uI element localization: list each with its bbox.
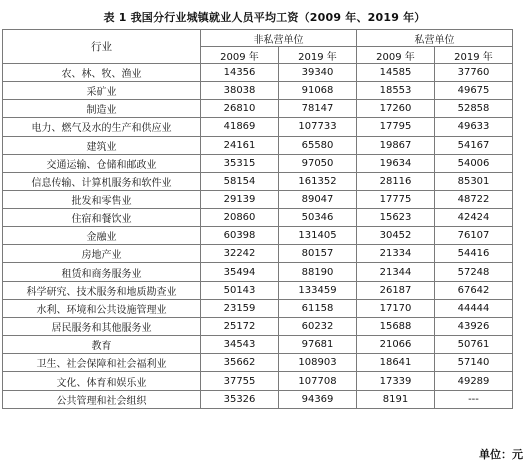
industry-cell: 金融业	[3, 227, 201, 245]
industry-cell: 房地产业	[3, 245, 201, 263]
wage-cell: 97681	[279, 336, 357, 354]
table-row	[3, 209, 513, 227]
table-row	[3, 336, 513, 354]
wage-cell: 24161	[201, 136, 279, 154]
industry-cell: 电力、燃气及水的生产和供应业	[3, 118, 201, 136]
industry-cell: 居民服务和其他服务业	[3, 318, 201, 336]
table-body	[3, 64, 513, 409]
wage-cell: 44444	[435, 299, 513, 317]
wage-cell: 15688	[357, 318, 435, 336]
wage-cell: 21344	[357, 263, 435, 281]
wage-cell: 49675	[435, 82, 513, 100]
wage-cell: 17339	[357, 372, 435, 390]
wage-cell: 131405	[279, 227, 357, 245]
wage-cell: 60398	[201, 227, 279, 245]
wage-cell: 43926	[435, 318, 513, 336]
wage-cell: 76107	[435, 227, 513, 245]
table-row	[3, 136, 513, 154]
industry-cell: 信息传输、计算机服务和软件业	[3, 172, 201, 190]
wage-cell: 78147	[279, 100, 357, 118]
unit-note: 单位：元	[479, 448, 523, 461]
wage-cell: 54006	[435, 154, 513, 172]
wage-cell: 20860	[201, 209, 279, 227]
industry-cell: 文化、体育和娱乐业	[3, 372, 201, 390]
wage-cell: 37755	[201, 372, 279, 390]
table-row	[3, 172, 513, 190]
table-row	[3, 154, 513, 172]
wage-cell: 17795	[357, 118, 435, 136]
wage-cell: 161352	[279, 172, 357, 190]
wage-cell: 89047	[279, 190, 357, 208]
wage-cell: 17775	[357, 190, 435, 208]
wage-cell: 97050	[279, 154, 357, 172]
industry-cell: 采矿业	[3, 82, 201, 100]
wage-cell: 26187	[357, 281, 435, 299]
wage-cell: 38038	[201, 82, 279, 100]
wage-cell: 58154	[201, 172, 279, 190]
table-row	[3, 299, 513, 317]
header-year: 2019 年	[435, 47, 513, 64]
table-row	[3, 64, 513, 82]
wage-cell: 28116	[357, 172, 435, 190]
wage-cell: 107733	[279, 118, 357, 136]
wage-cell: 21334	[357, 245, 435, 263]
wage-cell: 94369	[279, 390, 357, 408]
header-year: 2009 年	[357, 47, 435, 64]
wage-cell: 26810	[201, 100, 279, 118]
wage-cell: 21066	[357, 336, 435, 354]
wage-cell: 37760	[435, 64, 513, 82]
wage-cell: 19634	[357, 154, 435, 172]
table-row	[3, 390, 513, 408]
wage-cell: 32242	[201, 245, 279, 263]
wage-cell: 18641	[357, 354, 435, 372]
wage-cell: 61158	[279, 299, 357, 317]
wage-cell: 57140	[435, 354, 513, 372]
industry-cell: 公共管理和社会组织	[3, 390, 201, 408]
table-title: 表 1 我国分行业城镇就业人员平均工资（2009 年、2019 年）	[103, 11, 426, 24]
industry-cell: 教育	[3, 336, 201, 354]
header-group-private: 私营单位	[357, 30, 513, 47]
wage-cell: 67642	[435, 281, 513, 299]
wage-cell: 50761	[435, 336, 513, 354]
wage-cell: 17260	[357, 100, 435, 118]
wage-cell: ---	[435, 390, 513, 408]
table-row	[3, 118, 513, 136]
industry-cell: 制造业	[3, 100, 201, 118]
wage-cell: 14356	[201, 64, 279, 82]
wage-cell: 35315	[201, 154, 279, 172]
wage-cell: 52858	[435, 100, 513, 118]
wage-cell: 35662	[201, 354, 279, 372]
table-row	[3, 245, 513, 263]
wage-cell: 49633	[435, 118, 513, 136]
table-row	[3, 227, 513, 245]
wage-cell: 65580	[279, 136, 357, 154]
table-row	[3, 354, 513, 372]
wage-cell: 49289	[435, 372, 513, 390]
wage-cell: 108903	[279, 354, 357, 372]
wage-cell: 35494	[201, 263, 279, 281]
industry-cell: 科学研究、技术服务和地质勘查业	[3, 281, 201, 299]
wage-cell: 80157	[279, 245, 357, 263]
header-year: 2009 年	[201, 47, 279, 64]
industry-cell: 交通运输、仓储和邮政业	[3, 154, 201, 172]
table-row	[3, 100, 513, 118]
wage-cell: 57248	[435, 263, 513, 281]
industry-cell: 租赁和商务服务业	[3, 263, 201, 281]
industry-cell: 水利、环境和公共设施管理业	[3, 299, 201, 317]
wage-cell: 29139	[201, 190, 279, 208]
wage-cell: 60232	[279, 318, 357, 336]
wage-cell: 35326	[201, 390, 279, 408]
table-row	[3, 82, 513, 100]
header-industry: 行业	[3, 30, 201, 64]
header-year: 2019 年	[279, 47, 357, 64]
industry-cell: 住宿和餐饮业	[3, 209, 201, 227]
wage-cell: 19867	[357, 136, 435, 154]
wage-cell: 41869	[201, 118, 279, 136]
wage-cell: 85301	[435, 172, 513, 190]
wage-cell: 50346	[279, 209, 357, 227]
industry-cell: 批发和零售业	[3, 190, 201, 208]
wage-cell: 54167	[435, 136, 513, 154]
wage-cell: 8191	[357, 390, 435, 408]
wage-cell: 18553	[357, 82, 435, 100]
table-row	[3, 190, 513, 208]
wage-cell: 88190	[279, 263, 357, 281]
wage-cell: 107708	[279, 372, 357, 390]
industry-cell: 卫生、社会保障和社会福利业	[3, 354, 201, 372]
wage-cell: 133459	[279, 281, 357, 299]
wage-cell: 50143	[201, 281, 279, 299]
wage-cell: 39340	[279, 64, 357, 82]
industry-cell: 农、林、牧、渔业	[3, 64, 201, 82]
wage-cell: 48722	[435, 190, 513, 208]
table-row	[3, 372, 513, 390]
wage-cell: 15623	[357, 209, 435, 227]
table-row	[3, 281, 513, 299]
wage-cell: 14585	[357, 64, 435, 82]
wage-cell: 23159	[201, 299, 279, 317]
wage-cell: 54416	[435, 245, 513, 263]
wage-cell: 91068	[279, 82, 357, 100]
header-group-non-private: 非私营单位	[201, 30, 357, 47]
header-row-groups	[3, 30, 513, 47]
wage-cell: 34543	[201, 336, 279, 354]
wage-table	[2, 29, 513, 409]
industry-cell: 建筑业	[3, 136, 201, 154]
wage-cell: 17170	[357, 299, 435, 317]
wage-cell: 30452	[357, 227, 435, 245]
table-row	[3, 263, 513, 281]
table-row	[3, 318, 513, 336]
wage-cell: 42424	[435, 209, 513, 227]
wage-cell: 25172	[201, 318, 279, 336]
